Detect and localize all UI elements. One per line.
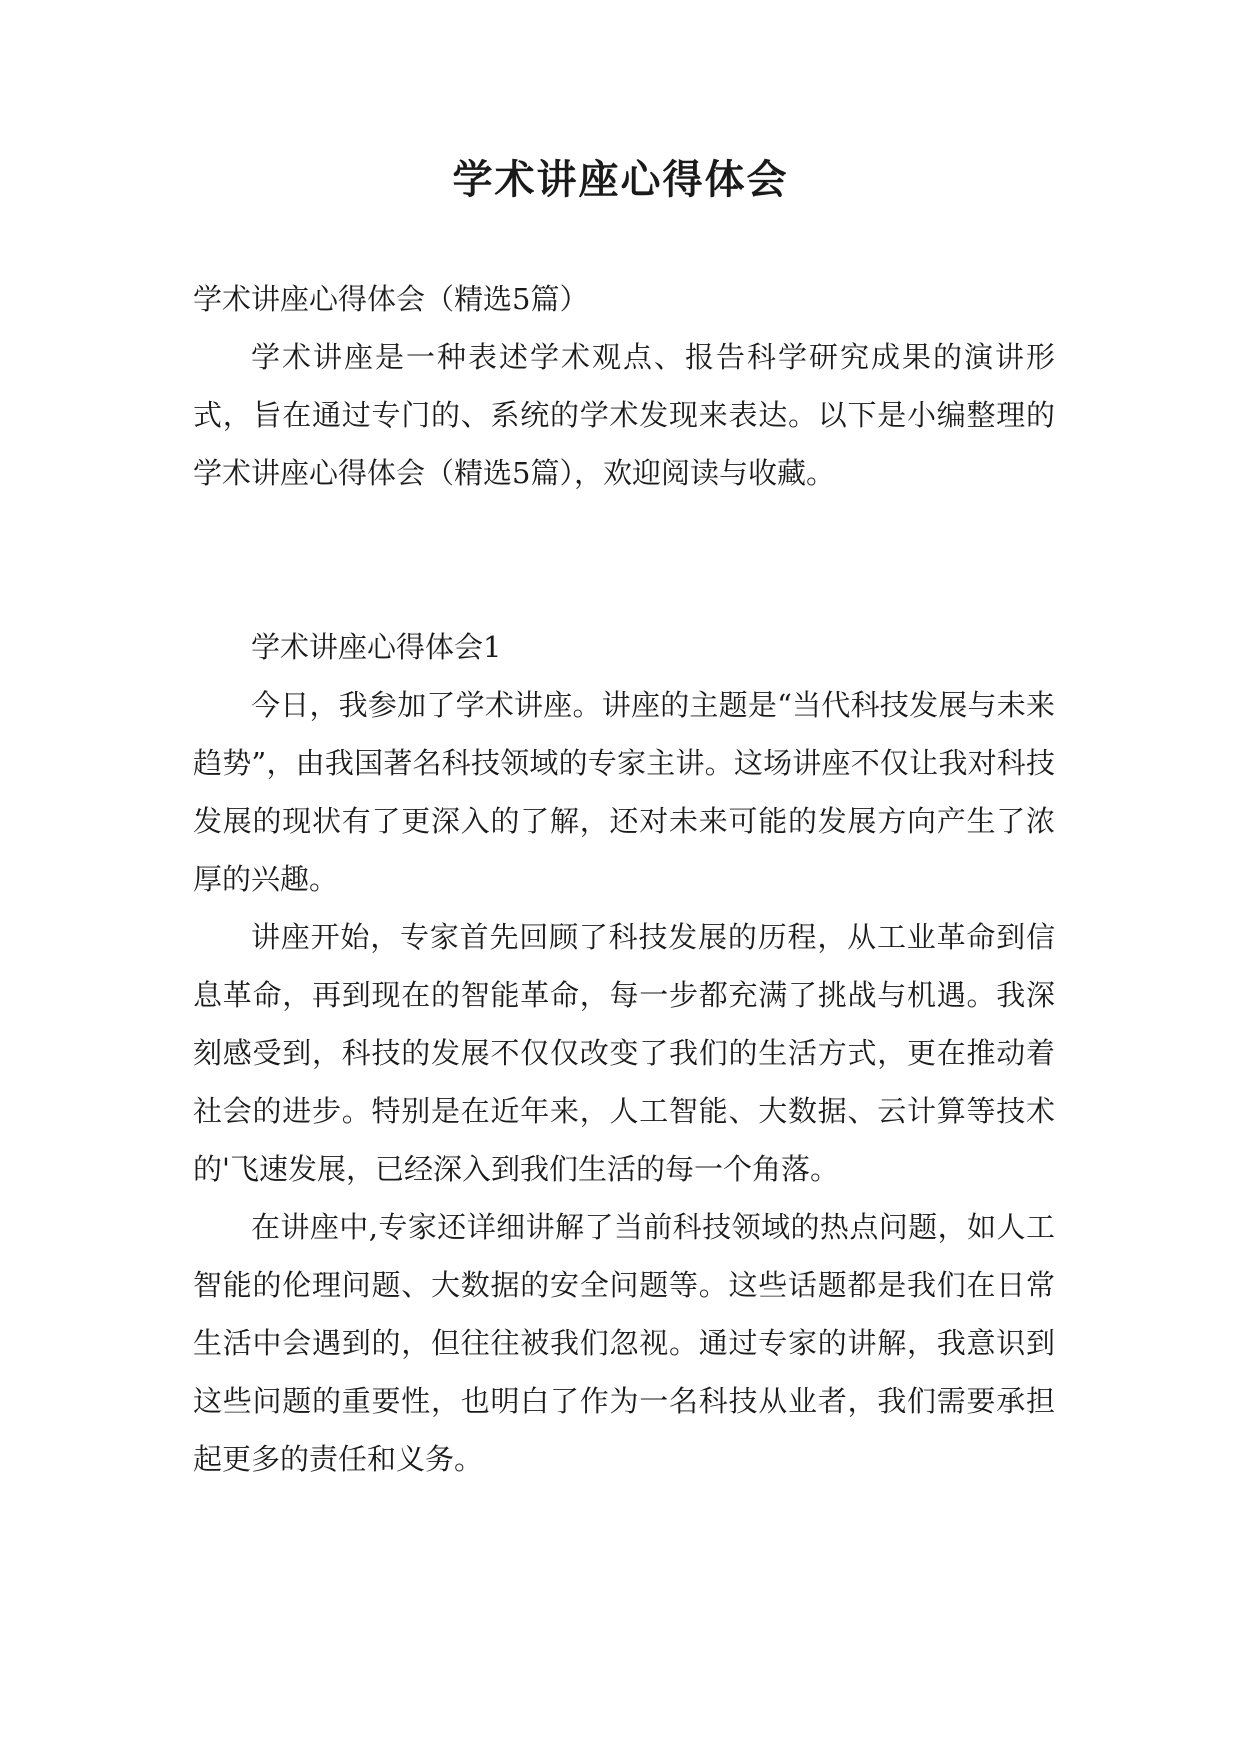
body-paragraph: 在讲座中,专家还详细讲解了当前科技领域的热点问题，如人工智能的伦理问题、大数据的安全问题等。这些话题都是我们在日常生活中会遇到的，但往往被我们忽视。通过专家的讲解，我意识到这些问题的重要性，也明白了作为一名科技从业者，我们需要承担起更多的责任和义务。 — [193, 1210, 1055, 1476]
document-title: 学术讲座心得体会 — [452, 157, 789, 203]
intro-paragraph: 学术讲座是一种表述学术观点、报告科学研究成果的演讲形式，旨在通过专门的、系统的学术发现来表达。以下是小编整理的学术讲座心得体会（精选5篇），欢迎阅读与收藏。 — [193, 340, 1055, 490]
document-subtitle: 学术讲座心得体会（精选5篇） — [193, 282, 589, 316]
section-spacer — [193, 502, 1055, 618]
document-body — [193, 270, 1055, 1488]
section-heading: 学术讲座心得体会1 — [251, 630, 502, 664]
body-paragraph: 讲座开始，专家首先回顾了科技发展的历程，从工业革命到信息革命，再到现在的智能革命，每一步都充满了挑战与机遇。我深刻感受到，科技的发展不仅仅改变了我们的生活方式，更在推动着社会的进步。特别是在近年来，人工智能、大数据、云计算等技术的'飞速发展，已经深入到我们生活的每一个角落。 — [193, 920, 1055, 1186]
body-paragraph: 今日，我参加了学术讲座。讲座的主题是“当代科技发展与未来趋势”，由我国著名科技领域的专家主讲。这场讲座不仅让我对科技发展的现状有了更深入的了解，还对未来可能的发展方向产生了浓厚的兴趣。 — [193, 688, 1055, 896]
